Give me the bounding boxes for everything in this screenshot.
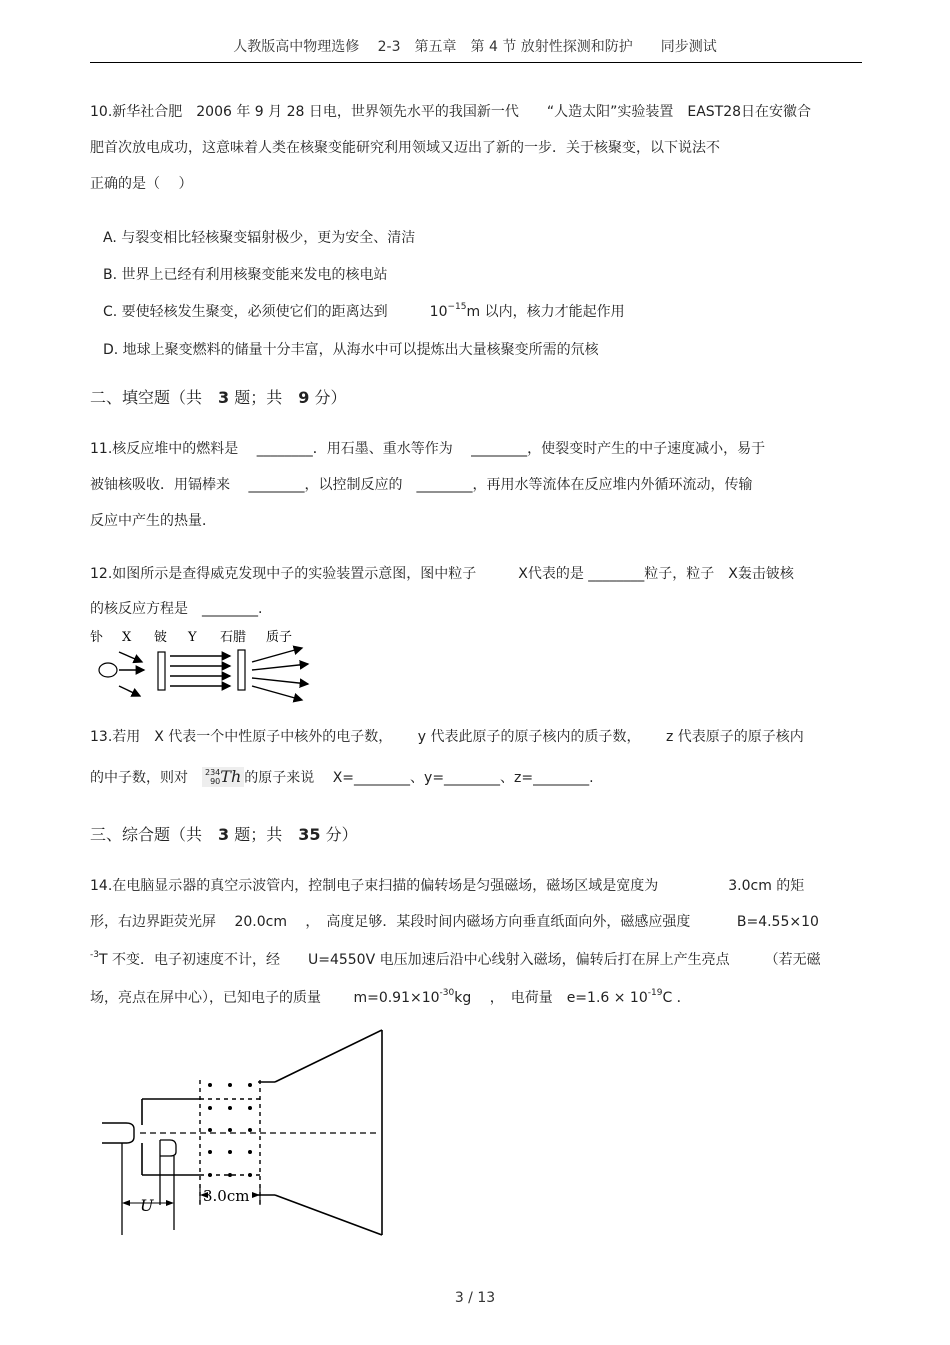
q10-option-a: A. 与裂变相比轻核聚变辐射极少，更为安全、清洁 (103, 230, 416, 246)
q14-line3: $^{-3}$T 不变．电子初速度不计，经 U=4550V 电压加速后沿中心线射入磁场，偏转后打在屏上产生亮点 （若无磁 (90, 950, 821, 968)
q12-line1: 12.如图所示是查得威克发现中子的实验装置示意图，图中粒子 X代表的是 ________粒子，粒子 X轰击铍核 (90, 566, 794, 582)
chadwick-apparatus-figure (86, 626, 326, 706)
label-paraffin: 石腊 (220, 630, 247, 645)
oscilloscope-tube-figure (100, 1025, 390, 1245)
label-field-width: 3.0cm (203, 1187, 250, 1205)
q10-stem-line2: 肥首次放电成功，这意味着人类在核聚变能研究利用领域又迈出了新的一步．关于核聚变，以下说法不 (90, 140, 720, 156)
label-y: Y (188, 630, 197, 645)
q12-line2: 的核反应方程是 ________. (90, 601, 263, 617)
label-polonium: 钋 (90, 630, 104, 645)
label-u: U (140, 1196, 154, 1215)
q10-stem-line1: 10.新华社合肥 2006 年 9 月 28 日电，世界领先水平的我国新一代 “人造太阳”实验装置 EAST28日在安徽合 (90, 104, 812, 120)
exponent: -30 (439, 988, 455, 998)
exponent: -19 (647, 988, 663, 998)
q10-option-c: C. 要使轻核发生聚变，必须使它们的距离达到 $10^{-15}m$ 以内，核力才能起作用 (103, 302, 625, 320)
q14-line2: 形，右边界距荧光屏 20.0cm ， 高度足够．某段时间内磁场方向垂直纸面向外，磁感应强度 B=4.55×10 (90, 914, 819, 930)
q14-line4: 场，亮点在屏中心），已知电子的质量 $m=0.91\times 10^{-30}kg$ ， 电荷量 $e=1.6 \times 10^{-19}C$ ． (90, 988, 691, 1006)
header-divider (90, 62, 862, 63)
q14-line1: 14.在电脑显示器的真空示波管内，控制电子束扫描的偏转场是匀强磁场，磁场区域是宽度为 3.0cm 的矩 (90, 878, 805, 894)
paraffin-block (238, 650, 245, 690)
q10-option-d: D. 地球上聚变燃料的储量十分丰富，从海水中可以提炼出大量核聚变所需的氘核 (103, 342, 599, 358)
q11-line1: 11.核反应堆中的燃料是 ________．用石墨、重水等作为 ________，使裂变时产生的中子速度减小，易于 (90, 441, 766, 457)
q11-line2: 被铀核吸收．用镉棒来 ________，以控制反应的 ________，再用水等流体在反应堆内外循环流动，传输 (90, 477, 753, 493)
exponent: −15 (447, 302, 467, 312)
page-header: 人教版高中物理选修 2-3 第五章 第 4 节 放射性探测和防护 同步测试 (233, 39, 717, 55)
section-title-comprehensive: 三、综合题（共 3 题；共 35 分） (90, 825, 358, 844)
q13-line1: 13.若用 X 代表一个中性原子中核外的电子数， y 代表此原子的原子核内的质子数， z 代表原子的原子核内 (90, 729, 804, 745)
page-number: 3 / 13 (454, 1290, 496, 1306)
exponent: -3 (90, 950, 99, 960)
q10-option-b: B. 世界上已经有利用核聚变能来发电的核电站 (103, 267, 388, 283)
cathode (102, 1123, 134, 1143)
q13-line2: 的中子数，则对 234 90Th 的原子来说 X=________、y=________、z=________. (90, 767, 594, 786)
polonium-source (99, 663, 117, 677)
label-beryllium: 铍 (154, 630, 168, 645)
label-proton: 质子 (266, 630, 293, 645)
anode (160, 1140, 176, 1156)
q10-stem-line3: 正确的是（ ） (90, 176, 193, 192)
q11-line3: 反应中产生的热量． (90, 513, 216, 529)
thorium-isotope-symbol: 234 90Th (202, 767, 244, 787)
magnetic-field-dots (208, 1083, 252, 1177)
beryllium-target (158, 652, 165, 690)
section-title-fill-in: 二、填空题（共 3 题；共 9 分） (90, 388, 347, 407)
label-x: X (122, 630, 132, 645)
